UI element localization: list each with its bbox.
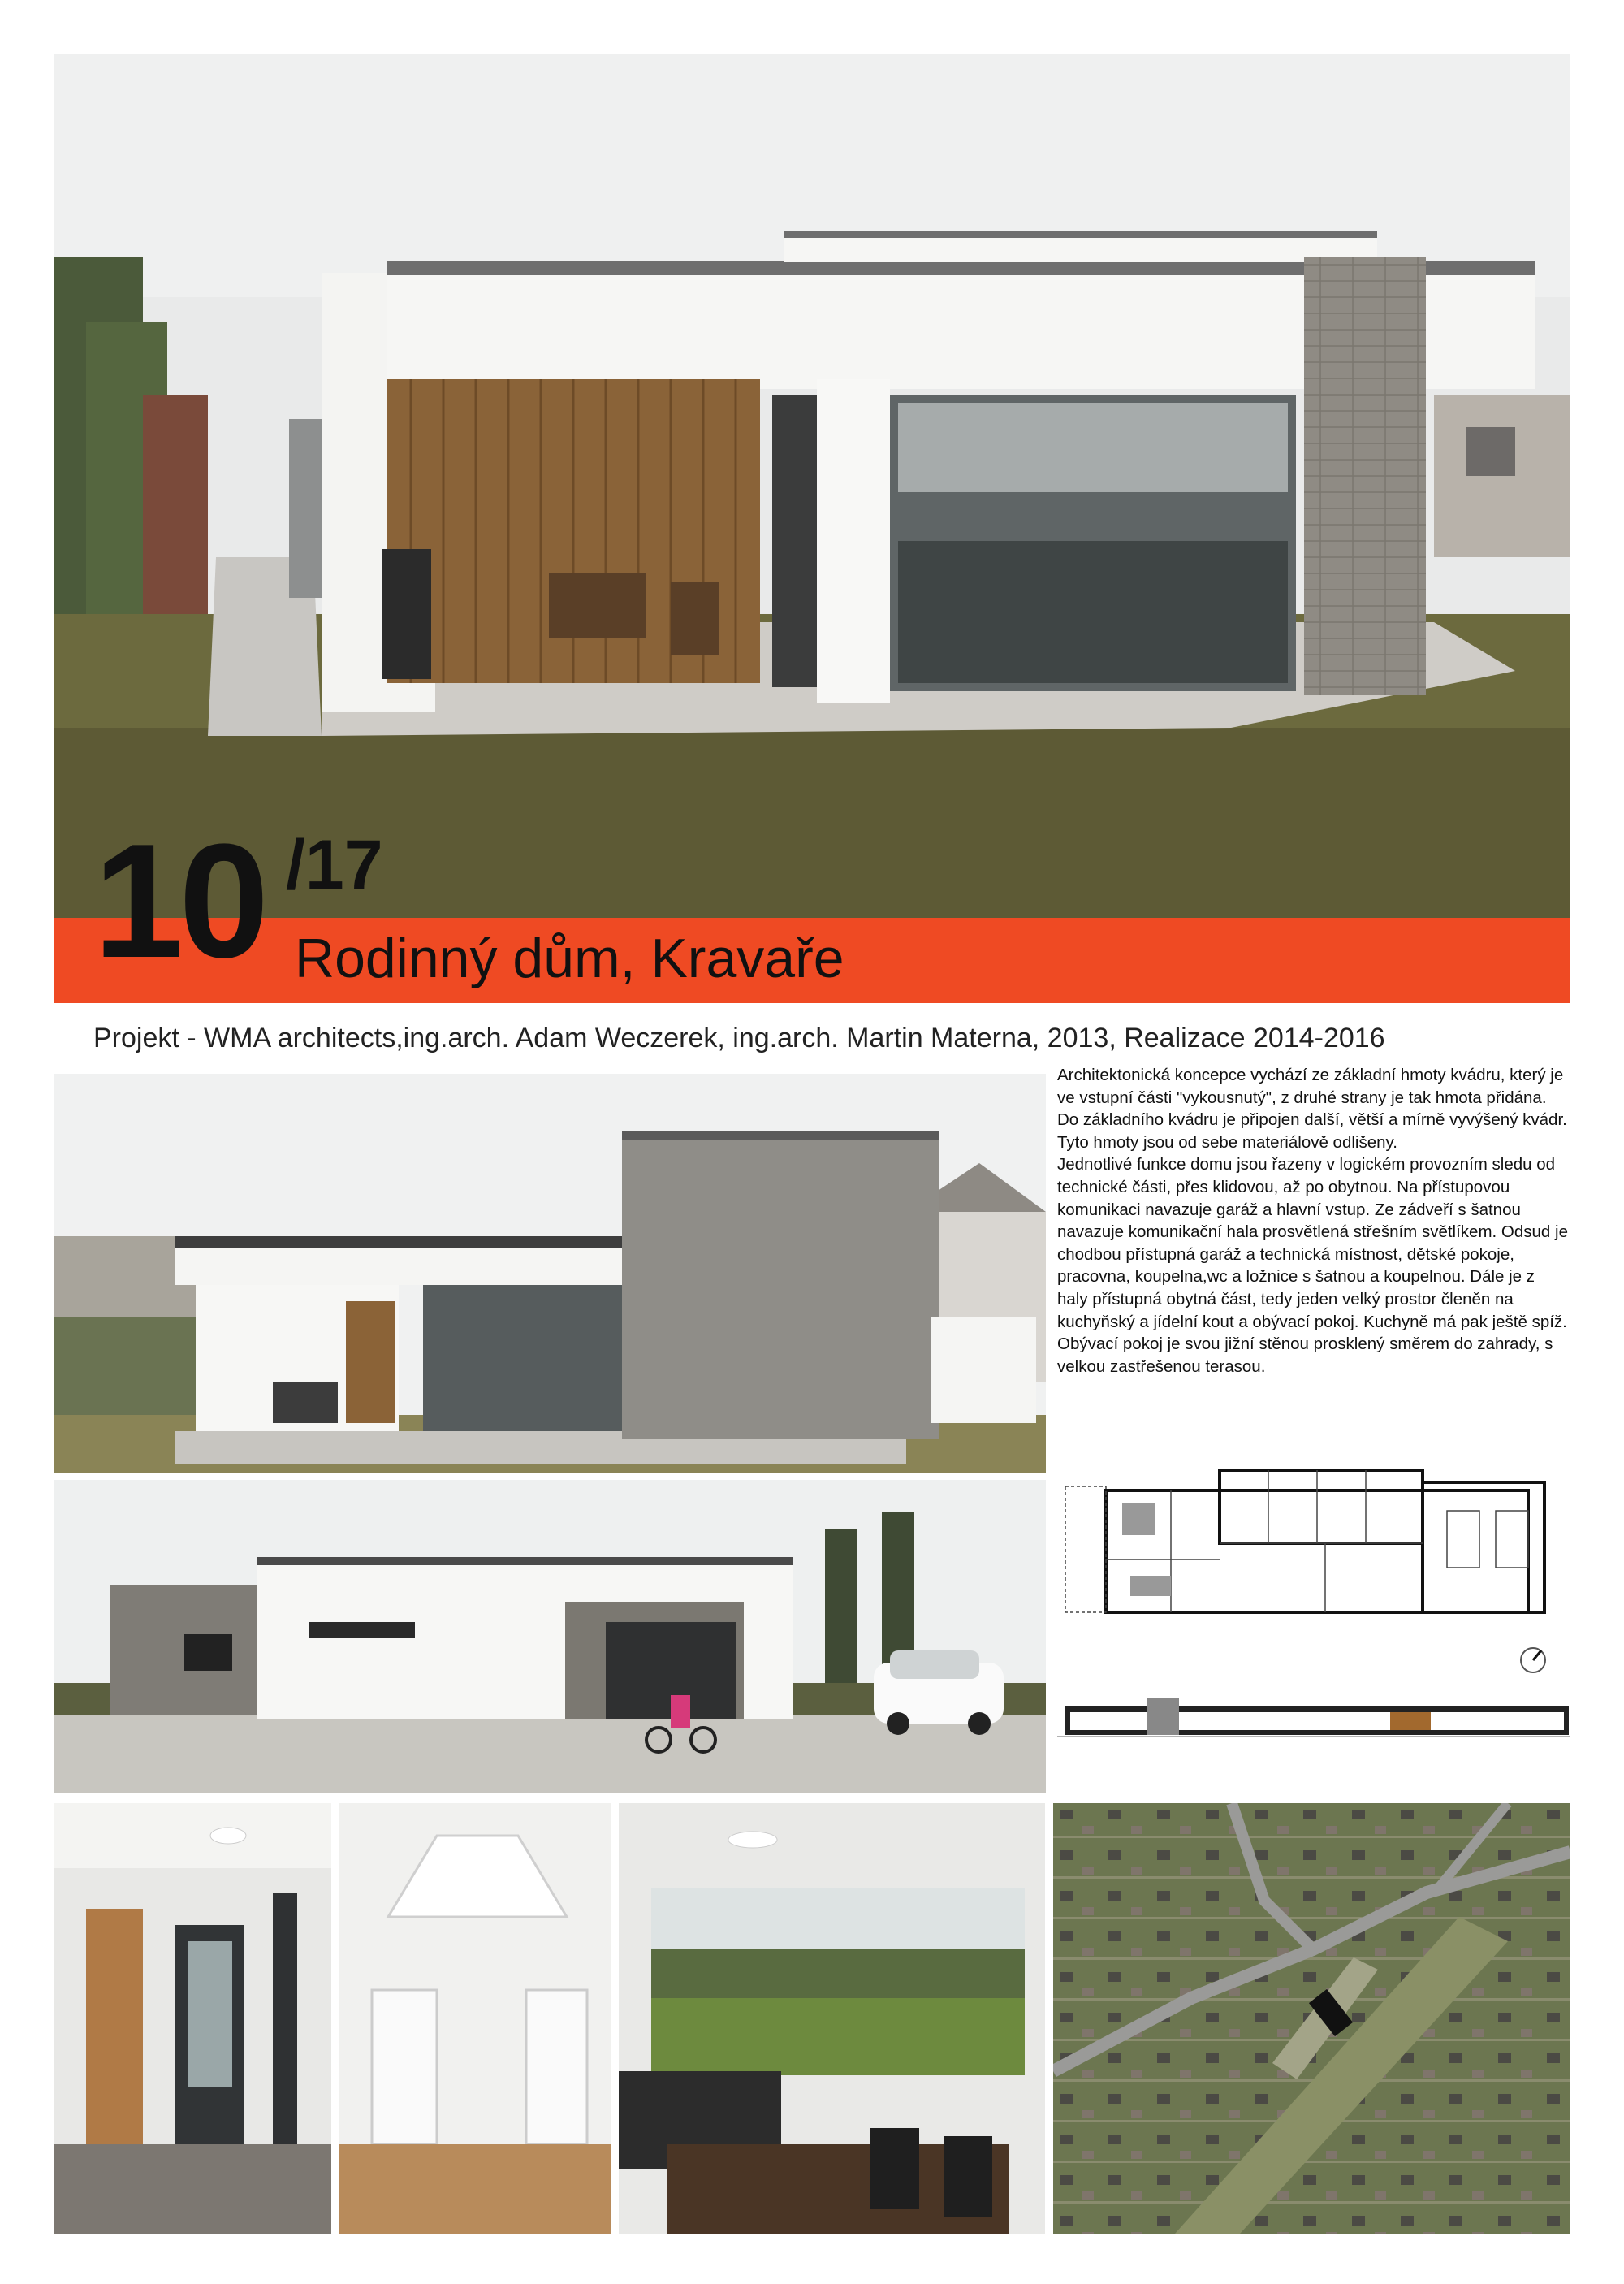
photo-street-facade bbox=[54, 1480, 1046, 1793]
photo-street-corner-view bbox=[54, 1074, 1046, 1473]
floor-plan-drawing bbox=[1057, 1454, 1570, 1629]
north-arrow-icon bbox=[1518, 1646, 1548, 1675]
project-title: Rodinný dům, Kravaře bbox=[295, 928, 844, 989]
photo-interior-entrance bbox=[54, 1803, 331, 2234]
section-drawing bbox=[1057, 1681, 1570, 1746]
description-paragraph: Architektonická koncepce vychází ze základní hmoty kvádru, který je ve vstupní části "vykousnutý", z druhé strany je tak hmota přidána. Do základního kvádru je připojen další, větší a mírně vyvýšený kvádr. Tyto hmoty jsou od sebe materiálově odlišeny. bbox=[1057, 1066, 1567, 1152]
photo-interior-living-room bbox=[619, 1803, 1045, 2234]
project-credits: Projekt - WMA architects,ing.arch. Adam Weczerek, ing.arch. Martin Materna, 2013, Realizace 2014-2016 bbox=[93, 1023, 1385, 1053]
aerial-site-map bbox=[1053, 1803, 1570, 2234]
description-paragraph: Jednotlivé funkce domu jsou řazeny v logickém provozním sledu od technické části, přes klidovou, až po obytnou. Na přístupovou komunikaci navazuje garáž a hlavní vstup. Ze zádveří s šatnou navazuje komunikační hala prosvětlená střešním světlíkem. Odsud je chodbou přístupná garáž a technická místnost, dětské pokoje, pracovna, koupelna,wc a ložnice s šatnou a koupelnou. Dále je z haly přístupná obytná část, tedy jeden velký prostor členěn na kuchyňský a jídelní kout a obývací pokoj. Kuchyně má pak ještě spíž. Obývací pokoj je svou jižní stěnou prosklený směrem do zahrady, s velkou zastřešenou terasou. bbox=[1057, 1155, 1568, 1376]
project-number: 10 bbox=[93, 811, 265, 992]
project-description bbox=[1057, 1064, 1569, 1378]
hero-photo-terrace bbox=[54, 54, 1570, 1000]
photo-interior-hall-skylight bbox=[339, 1803, 611, 2234]
project-number-total: /17 bbox=[286, 826, 383, 904]
